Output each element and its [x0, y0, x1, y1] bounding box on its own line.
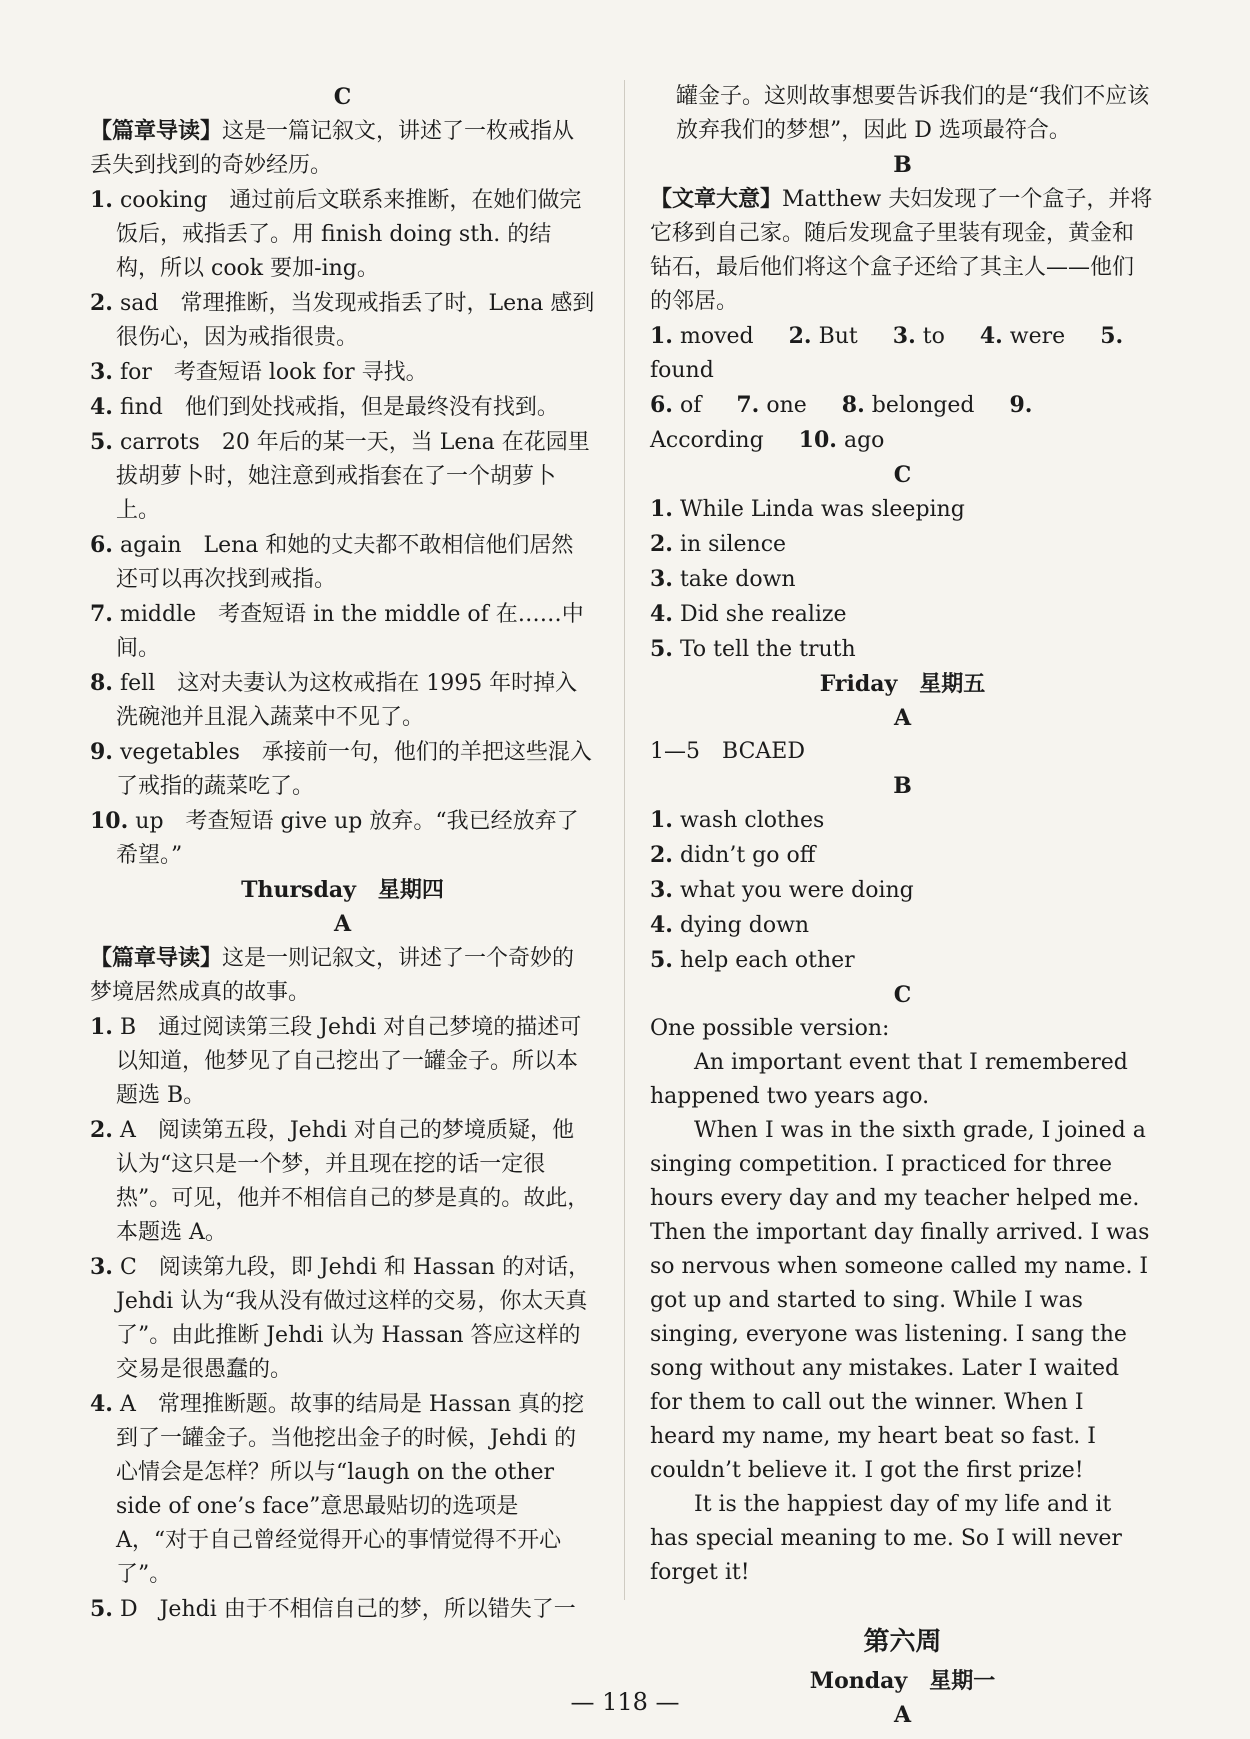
- answer-item: 3. C 阅读第九段，即 Jehdi 和 Hassan 的对话，Jehdi 认为“我从没有做过这样的交易，你太天真了”。由此推断 Jehdi 认为 Hassan 答应这样的交易是很愚蠢的。: [90, 1254, 591, 1382]
- thursday-heading: Thursday 星期四: [241, 877, 444, 903]
- section-c-title: C: [333, 84, 352, 110]
- answer-item: 3. what you were doing: [650, 877, 914, 903]
- intro-label: 【篇章导读】: [90, 118, 223, 144]
- section-c-title: C: [893, 462, 912, 488]
- monday-section-a-title: A: [893, 1702, 912, 1728]
- essay-paragraph: It is the happiest day of my life and it has special meaning to me. So I will never forget it!: [650, 1492, 1122, 1585]
- answer-item: 3. for 考查短语 look for 寻找。: [90, 359, 428, 385]
- section-b-title: B: [893, 152, 912, 178]
- section-b-answers-row-1: [650, 319, 1155, 388]
- week-six-heading: 第六周: [863, 1627, 942, 1657]
- section-b-intro: [650, 182, 1155, 319]
- answer-item: 5. carrots 20 年后的某一天，当 Lena 在花园里拔胡萝卜时，她注意到戒指套在了一个胡萝卜上。: [90, 429, 590, 523]
- answer-item: 8. belonged: [841, 392, 975, 418]
- answer-item: 2. A 阅读第五段，Jehdi 对自己的梦境质疑，他认为“这只是一个梦，并且现在挖的话一定很热”。可见，他并不相信自己的梦是真的。故此，本题选 A。: [90, 1117, 590, 1245]
- answer-item: 4. were: [979, 323, 1066, 349]
- answer-item: 7. middle 考查短语 in the middle of 在……中间。: [90, 601, 584, 661]
- friday-section-a-title: A: [893, 705, 912, 731]
- intro-label: 【篇章导读】: [90, 945, 223, 971]
- answer-item: 6. of: [650, 392, 702, 418]
- answer-item: 2. But: [788, 323, 858, 349]
- intro-label: 【文章大意】: [650, 186, 783, 212]
- answer-item: 1. B 通过阅读第三段 Jehdi 对自己梦境的描述可以知道，他梦见了自己挖出了一罐金子。所以本题选 B。: [90, 1014, 582, 1108]
- section-c-answers: [90, 183, 595, 873]
- answer-item: 9. vegetables 承接前一句，他们的羊把这些混入了戒指的蔬菜吃了。: [90, 739, 592, 799]
- friday-section-c-title: C: [893, 982, 912, 1008]
- section-b-answers-row-2: [650, 388, 1155, 458]
- friday-section-b-answers: [650, 803, 1155, 978]
- answer-item: 10. up 考查短语 give up 放弃。“我已经放弃了希望。”: [90, 808, 579, 868]
- answer-item: 9. According: [650, 392, 1033, 453]
- friday-heading: Friday 星期五: [819, 671, 986, 697]
- answer-item: 8. fell 这对夫妻认为这枚戒指在 1995 年时掉入洗碗池并且混入蔬菜中不见了。: [90, 670, 578, 730]
- section-a-answers: [90, 1010, 595, 1627]
- intro-text: 这是一则记叙文，讲述了一个奇妙的梦境居然成真的故事。: [90, 946, 575, 1005]
- essay-paragraph: When I was in the sixth grade, I joined a singing competition. I practiced for three hours every day and my teacher helped me. Then the important day finally arrived. I was so nervous when someone called my name. I got up and started to sing. While I was singing, everyone was listening. I sang the song without any mistakes. Later I waited for them to call out the winner. When I heard my name, my heart beat so fast. I couldn’t believe it. I got the first prize!: [650, 1118, 1150, 1483]
- intro-text: 这是一篇记叙文，讲述了一枚戒指从丢失到找到的奇妙经历。: [90, 119, 575, 178]
- answer-item: 4. A 常理推断题。故事的结局是 Hassan 真的挖到了一罐金子。当他挖出金子的时候，Jehdi 的心情会是怎样？所以与“laugh on the other side of one’s face”意思最贴切的选项是 A，“对于自己曾经觉得开心的事情觉得不开心了”。: [90, 1391, 585, 1587]
- answer-item: 1. moved: [650, 323, 754, 349]
- answer-item: 2. didn’t go off: [650, 842, 816, 868]
- answer-item: 1. While Linda was sleeping: [650, 496, 965, 522]
- answer-item: 5. To tell the truth: [650, 636, 856, 662]
- right-column: [650, 80, 1155, 1732]
- answer-item: 4. find 他们到处找戒指，但是最终没有找到。: [90, 394, 559, 420]
- continued-answer: 罐金子。这则故事想要告诉我们的是“我们不应该放弃我们的梦想”，因此 D 选项最符合。: [676, 84, 1150, 143]
- essay-paragraph: An important event that I remembered happened two years ago.: [650, 1050, 1128, 1109]
- intro-text: Matthew 夫妇发现了一个盒子，并将它移到自己家。随后发现盒子里装有现金，黄金和钻石，最后他们将这个盒子还给了其主人——他们的邻居。: [650, 187, 1153, 314]
- answer-item: 4. dying down: [650, 912, 810, 938]
- answer-item: 1. cooking 通过前后文联系来推断，在她们做完饭后，戒指丢了。用 finish doing sth. 的结构，所以 cook 要加-ing。: [90, 187, 582, 281]
- left-column: [90, 80, 595, 1627]
- answer-item: 4. Did she realize: [650, 601, 847, 627]
- section-c-answers: [650, 492, 1155, 667]
- answer-item: 10. ago: [798, 427, 885, 453]
- column-divider: [624, 80, 625, 1600]
- answer-item: 7. one: [736, 392, 807, 418]
- section-c-intro: [90, 114, 595, 183]
- answer-item: 5. help each other: [650, 947, 855, 973]
- answer-item: 2. in silence: [650, 531, 787, 557]
- answer-item: 6. again Lena 和她的丈夫都不敢相信他们居然还可以再次找到戒指。: [90, 532, 574, 592]
- answer-item: 2. sad 常理推断，当发现戒指丢了时，Lena 感到很伤心，因为戒指很贵。: [90, 290, 595, 350]
- answer-item: 5. found: [650, 323, 1124, 383]
- answer-item: 5. D Jehdi 由于不相信自己的梦，所以错失了一: [90, 1596, 576, 1622]
- essay-label: One possible version:: [650, 1016, 890, 1041]
- section-a-intro: [90, 941, 595, 1010]
- page-number: — 118 —: [570, 1688, 680, 1716]
- answer-item: 3. to: [892, 323, 945, 349]
- monday-heading: Monday 星期一: [809, 1668, 996, 1694]
- friday-section-b-title: B: [893, 773, 912, 799]
- section-a-title: A: [333, 911, 352, 937]
- answer-item: 3. take down: [650, 566, 796, 592]
- answer-item: 1. wash clothes: [650, 807, 825, 833]
- friday-section-a-answer: 1—5 BCAED: [650, 739, 805, 764]
